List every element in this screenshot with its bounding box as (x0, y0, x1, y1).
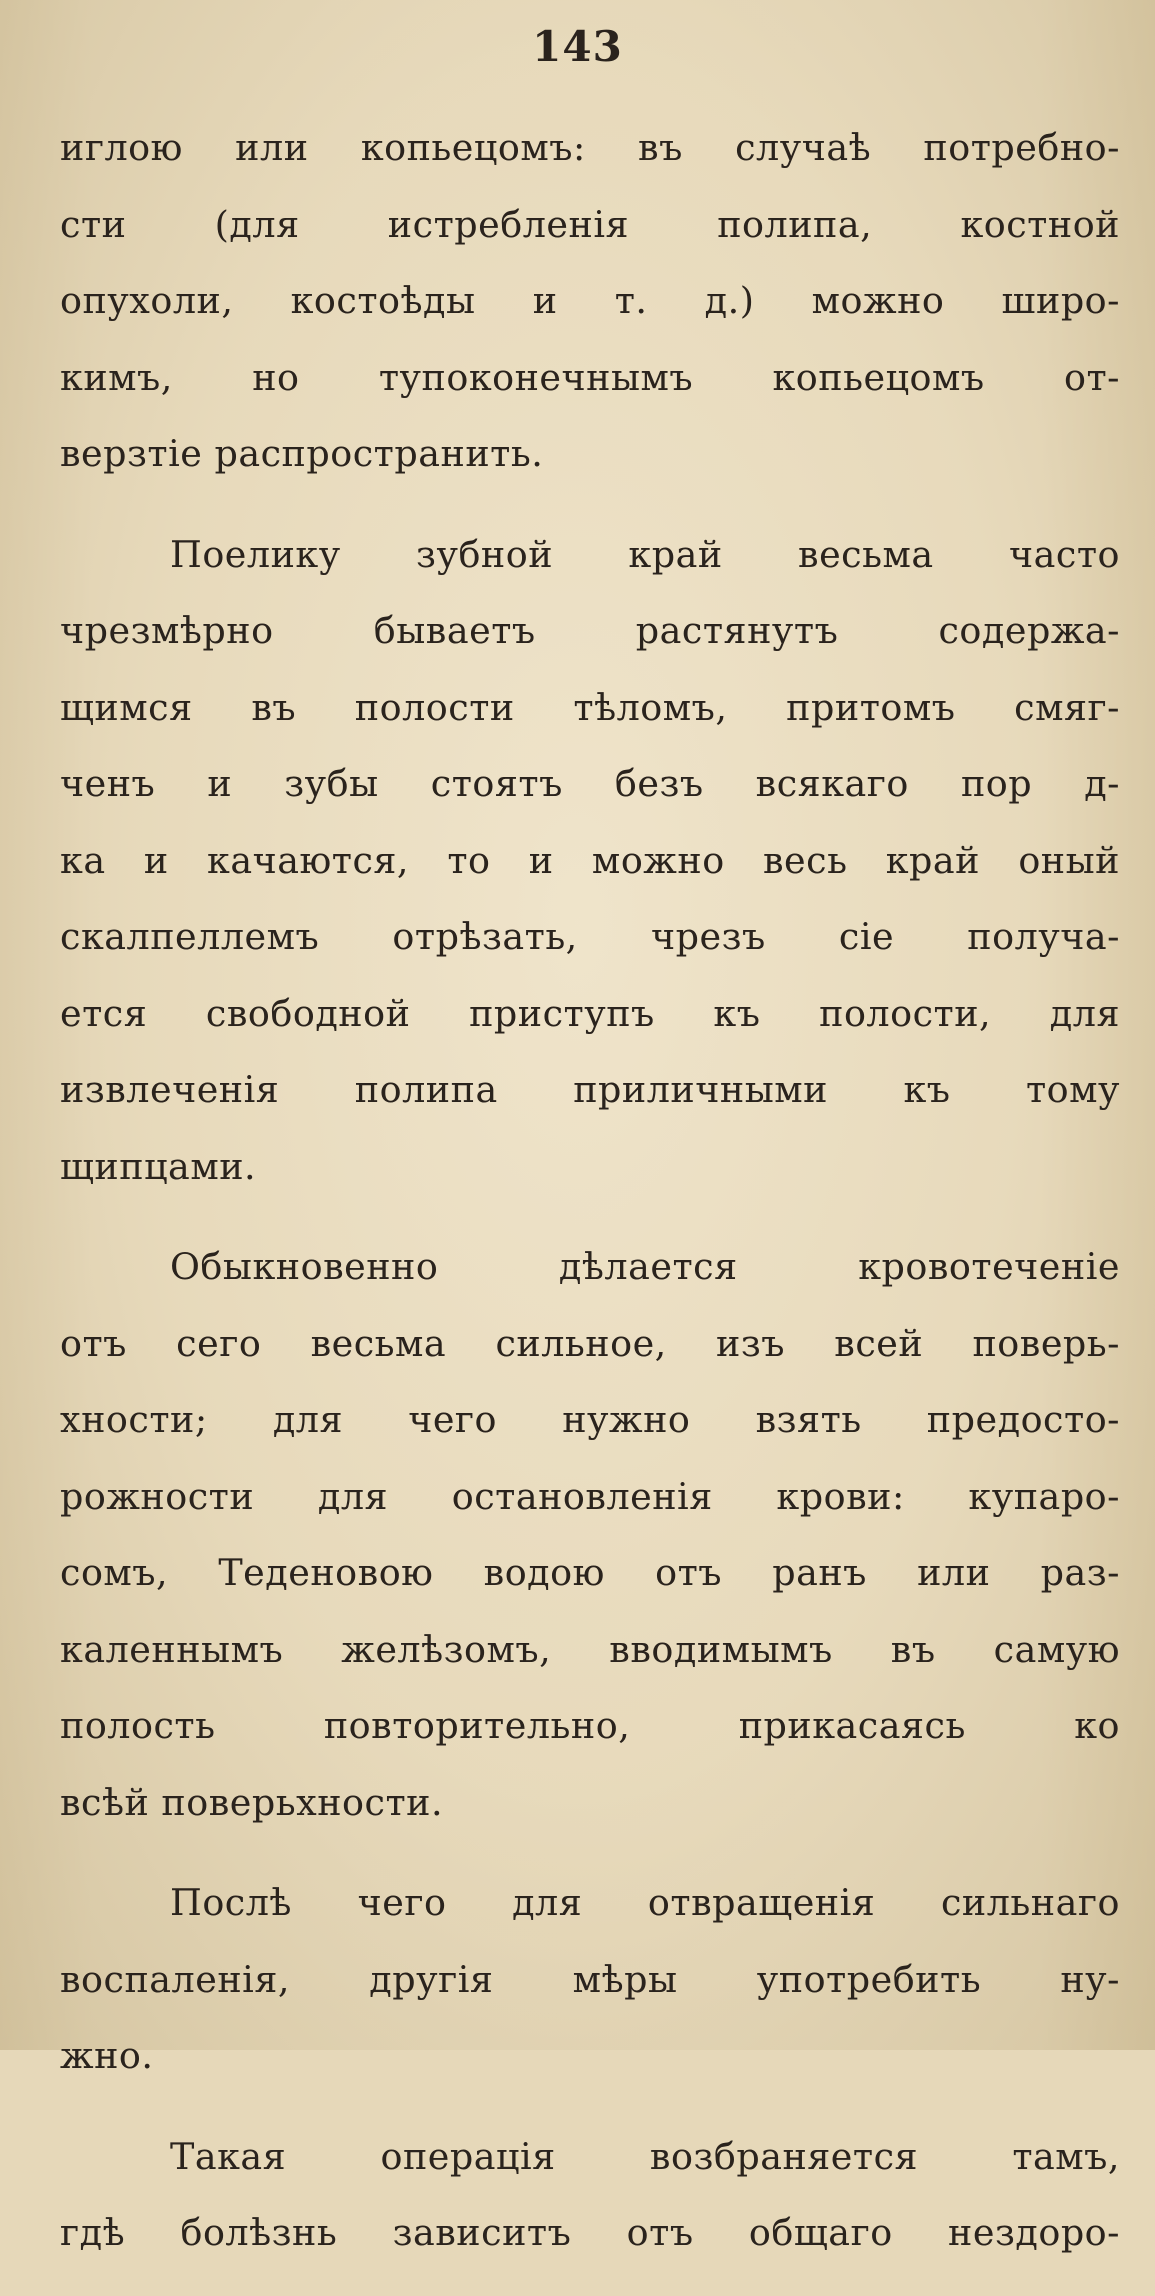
text-line: полость повторительно, прикасаясь ко (60, 1704, 1120, 1747)
text-line: щимся въ полости тѣломъ, притомъ смяг- (60, 685, 1120, 729)
body-text (60, 110, 1120, 2296)
text-line: всѣй поверьхности. (60, 1780, 444, 1824)
text-line: сомъ, Теденовою водою отъ ранъ или раз- (60, 1551, 1120, 1594)
text-line: сти (для истребленія полипа, костной (60, 202, 1120, 246)
text-line: щипцами. (60, 1144, 257, 1188)
paragraph-5 (60, 2119, 1120, 2272)
paragraph-2 (60, 517, 1120, 1206)
paragraph-1 (60, 110, 1120, 493)
text-line: гдѣ болѣзнь зависитъ отъ общаго нездоро- (60, 2211, 1120, 2254)
text-line: извлеченія полипа приличными къ тому (60, 1068, 1120, 1111)
text-line: хности; для чего нужно взять предосто- (60, 1398, 1120, 1441)
text-line: жно. (60, 2034, 154, 2077)
text-line: Обыкновенно дѣлается кровотеченіе (170, 1245, 1120, 1288)
paragraph-4 (60, 1865, 1120, 2095)
text-line: Поелику зубной край весьма часто (170, 532, 1120, 576)
text-line: Послѣ чего для отвращенія сильнаго (170, 1881, 1120, 1924)
text-line: скалпеллемъ отрѣзать, чрезъ сіе получа- (60, 915, 1120, 958)
text-line: каленнымъ желѣзомъ, вводимымъ въ самую (60, 1627, 1120, 1671)
text-line: воспаленія, другія мѣры употребить ну- (60, 1957, 1120, 2001)
text-line: ченъ и зубы стоятъ безъ всякаго пор д- (60, 762, 1120, 805)
text-line: чрезмѣрно бываетъ растянутъ содержа- (60, 609, 1120, 652)
page-number: 143 (532, 22, 623, 71)
paragraph-3 (60, 1229, 1120, 1841)
text-line: верзтіе распространить. (60, 432, 544, 475)
text-line: ка и качаются, то и можно весь край оный (60, 838, 1120, 882)
text-line: иглою или копьецомъ: въ случаѣ потребно- (60, 126, 1120, 169)
text-line: опухоли, костоѣды и т. д.) можно широ- (60, 279, 1120, 322)
text-line: Такая операція возбраняется тамъ, (170, 2134, 1120, 2178)
text-line: отъ сего весьма сильное, изъ всей поверь- (60, 1321, 1120, 1365)
text-line: кимъ, но тупоконечнымъ копьецомъ от- (60, 355, 1120, 399)
text-line: рожности для остановленія крови: купаро- (60, 1474, 1120, 1518)
text-line: ется свободной приступъ къ полости, для (60, 991, 1120, 1035)
